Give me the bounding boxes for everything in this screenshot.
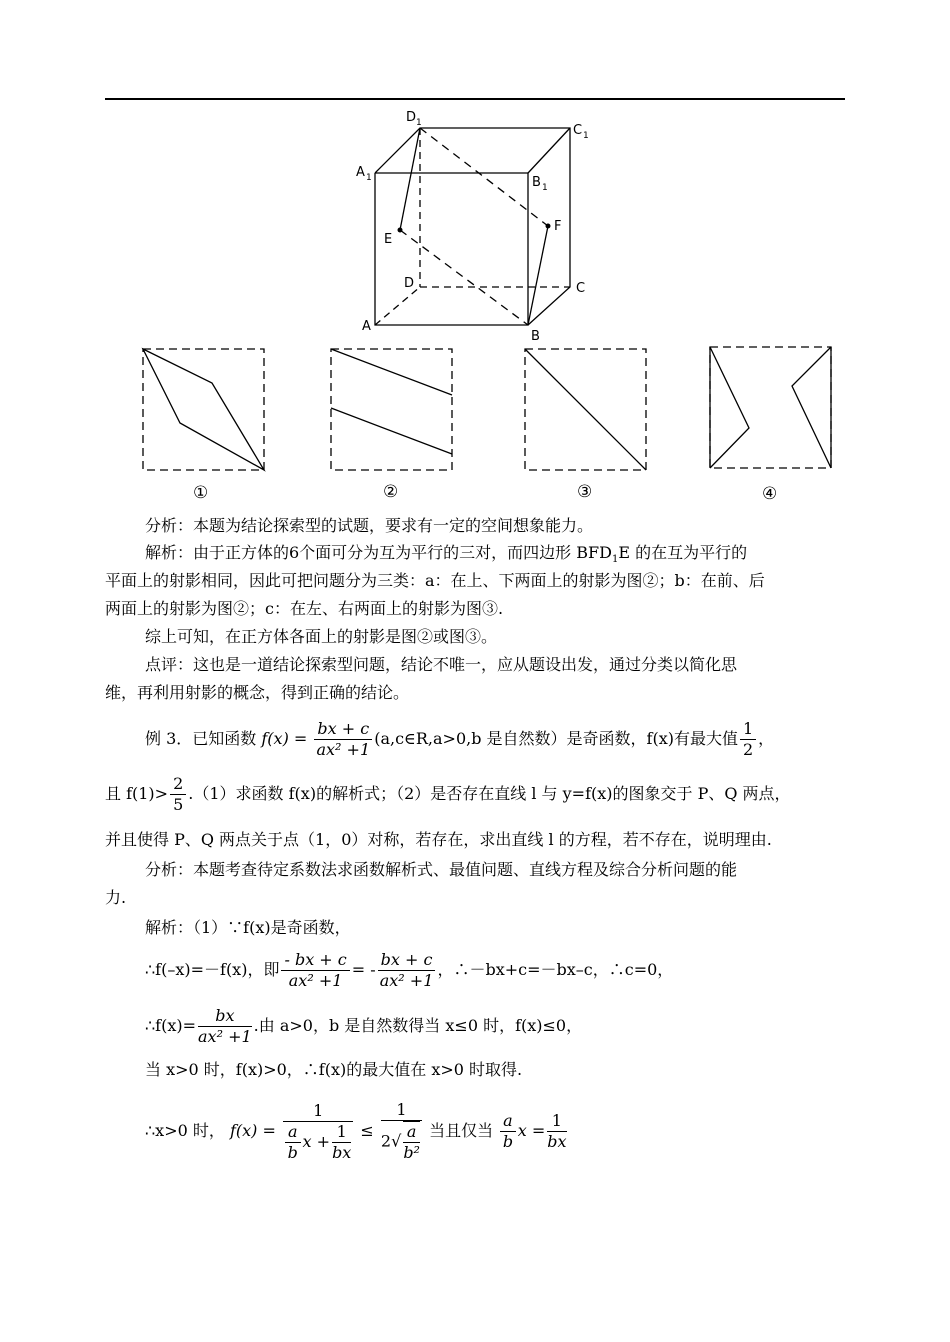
two-fifths-fraction bbox=[170, 774, 186, 815]
sol5-x-plus: x + bbox=[302, 1131, 331, 1151]
sol2-denominator-1: ax² +1 bbox=[288, 971, 343, 990]
label-c1: C bbox=[573, 123, 583, 138]
sol3-fraction bbox=[198, 1006, 252, 1047]
solution-line-1-sub: 1 bbox=[611, 554, 619, 566]
sol5-big-fraction bbox=[283, 1101, 353, 1163]
example3-lead: 例 3．已知函数 bbox=[145, 729, 257, 748]
half-fraction bbox=[740, 719, 756, 760]
sol5-when: 当且仅当 bbox=[429, 1121, 494, 1140]
sol2-equals: = - bbox=[351, 960, 376, 979]
projection-label-1: ① bbox=[193, 483, 209, 503]
cube-figure bbox=[0, 0, 950, 510]
label-a1-sub: 1 bbox=[366, 173, 372, 183]
sol5-ab-numerator: a bbox=[288, 1121, 298, 1141]
example3-fraction bbox=[314, 719, 372, 760]
sol3-numerator: bx bbox=[215, 1006, 235, 1025]
sol5-eq-right-numerator: 1 bbox=[547, 1111, 566, 1132]
label-d1-sub: 1 bbox=[416, 118, 422, 128]
sol2-lead: ∴f(–x)=－f(x)，即 bbox=[145, 960, 280, 979]
example3-numerator: bx + c bbox=[317, 719, 370, 738]
summary-line: 综上可知，在正方体各面上的射影是图②或图③。 bbox=[145, 627, 498, 646]
sol2-denominator-2: ax² +1 bbox=[379, 971, 434, 990]
label-d1: D bbox=[406, 110, 417, 125]
half-numerator: 1 bbox=[740, 719, 756, 740]
comment-line-2: 维，再利用射影的概念，得到正确的结论。 bbox=[105, 683, 410, 702]
label-b1-sub: 1 bbox=[542, 183, 548, 193]
sol5-big-denominator bbox=[283, 1122, 353, 1163]
half-denominator: 2 bbox=[742, 740, 754, 759]
sol2-numerator-2: bx + c bbox=[380, 950, 433, 969]
solution-line-1-text: 解析：由于正方体的6个面可分为互为平行的三对，而四边形 BFD bbox=[145, 543, 612, 562]
sol5-eq-x: x = bbox=[517, 1121, 546, 1140]
sol2-fraction-1 bbox=[281, 950, 349, 991]
label-f: F bbox=[554, 219, 562, 234]
sol5-bound-denominator: 2√ $\frac{a}{\text{b²}}$ bbox=[380, 1122, 420, 1162]
projection-1 bbox=[143, 349, 264, 470]
example3-tail: ， bbox=[758, 729, 775, 748]
example3-analysis-2: 力. bbox=[105, 888, 127, 907]
solution-line-2: 平面上的射影相同，因此可把问题分为三类：a：在上、下两面上的射影为图②；b：在前、后 bbox=[105, 571, 765, 590]
example3-solution-4: 当 x>0 时，f(x)>0，∴f(x)的最大值在 x>0 时取得. bbox=[145, 1060, 523, 1079]
label-c1-sub: 1 bbox=[583, 131, 589, 141]
sol5-eq-right-denominator: bx bbox=[547, 1132, 567, 1151]
sol5-bound-fraction bbox=[381, 1100, 422, 1163]
example3-fx: f(x) = bbox=[261, 729, 308, 748]
sol5-eq-ab-denominator: b bbox=[502, 1132, 514, 1151]
example3-solution-3 bbox=[145, 1003, 582, 1049]
label-a1: A bbox=[356, 165, 365, 180]
sol5-le: ≤ bbox=[360, 1121, 374, 1140]
example3-solution-1: 解析：（1）∵f(x)是奇函数， bbox=[145, 918, 351, 937]
projection-label-4: ④ bbox=[762, 484, 778, 504]
projection-4 bbox=[710, 347, 831, 468]
sol5-big-numerator: 1 bbox=[283, 1101, 353, 1122]
sol5-two: 2 bbox=[380, 1131, 392, 1151]
label-b: B bbox=[531, 329, 540, 344]
analysis-paragraph: 分析：本题为结论探索型的试题，要求有一定的空间想象能力。 bbox=[145, 516, 594, 535]
sol5-1bx-denominator: bx bbox=[332, 1142, 352, 1162]
comment-line-1: 点评：这也是一道结论探索型问题，结论不唯一，应从题设出发，通过分类以简化思 bbox=[145, 655, 738, 674]
label-d: D bbox=[404, 276, 415, 291]
sol5-eq-fraction bbox=[500, 1111, 516, 1152]
projection-3 bbox=[525, 349, 646, 470]
example3-line-3: 并且使得 P、Q 两点关于点（1，0）对称，若存在，求出直线 l 的方程，若不存在，说明理由. bbox=[105, 830, 772, 849]
sol2-tail: ，∴－bx+c=－bx–c，∴c=0， bbox=[437, 960, 674, 979]
projection-2 bbox=[331, 349, 452, 470]
example3-line-1 bbox=[145, 717, 774, 761]
label-b1: B bbox=[532, 175, 541, 190]
solution-line-1-end: E 的在互为平行的 bbox=[618, 543, 748, 562]
sol3-lead: ∴f(x)= bbox=[145, 1016, 197, 1035]
point-f bbox=[546, 224, 551, 229]
example3-solution-5 bbox=[145, 1100, 569, 1163]
sol5-eq-right-fraction bbox=[547, 1111, 566, 1152]
example3-analysis-1: 分析：本题考查待定系数法求函数解析式、最值问题、直线方程及综合分析问题的能 bbox=[145, 860, 738, 879]
sol2-numerator-1: - bx + c bbox=[284, 950, 347, 969]
example3-condition: (a,c∈R,a>0,b 是自然数）是奇函数，f(x)有最大值 bbox=[374, 729, 738, 748]
sol5-bound-numerator: 1 bbox=[381, 1100, 422, 1121]
sol2-fraction-2 bbox=[378, 950, 436, 991]
projection-label-2: ② bbox=[383, 482, 399, 502]
sol5-1bx-numerator: 1 bbox=[332, 1122, 351, 1143]
sol3-tail: .由 a>0，b 是自然数得当 x≤0 时，f(x)≤0， bbox=[253, 1016, 583, 1035]
example3-solution-2 bbox=[145, 947, 673, 993]
label-a: A bbox=[362, 319, 371, 334]
sol5-lead: ∴x>0 时， bbox=[145, 1121, 225, 1140]
solution-line-1 bbox=[145, 543, 747, 570]
example3-line2-a: 且 f(1)> bbox=[105, 784, 169, 803]
example3-line-2 bbox=[105, 772, 791, 816]
label-c: C bbox=[576, 281, 586, 296]
cube-drawing bbox=[375, 128, 570, 325]
point-e bbox=[398, 228, 403, 233]
sol5-eq-ab-numerator: a bbox=[503, 1111, 513, 1130]
sol5-sqrt-numerator: a bbox=[406, 1122, 417, 1141]
example3-line2-b: .（1）求函数 f(x)的解析式；（2）是否存在直线 l 与 y=f(x)的图象交于 P、Q 两点， bbox=[188, 784, 791, 803]
projection-label-3: ③ bbox=[577, 482, 593, 502]
label-e: E bbox=[384, 232, 393, 247]
sol5-fx: f(x) = bbox=[229, 1121, 276, 1140]
two-fifths-denominator: 5 bbox=[173, 795, 184, 814]
sol5-ab-denominator: b bbox=[287, 1142, 298, 1162]
solution-line-3: 两面上的射影为图②；c：在左、右两面上的射影为图③. bbox=[105, 599, 504, 618]
sol3-denominator: ax² +1 bbox=[198, 1027, 252, 1046]
two-fifths-numerator: 2 bbox=[170, 774, 186, 795]
sol5-sqrt-denominator: b² bbox=[403, 1143, 420, 1162]
example3-denominator: ax² +1 bbox=[316, 740, 371, 759]
